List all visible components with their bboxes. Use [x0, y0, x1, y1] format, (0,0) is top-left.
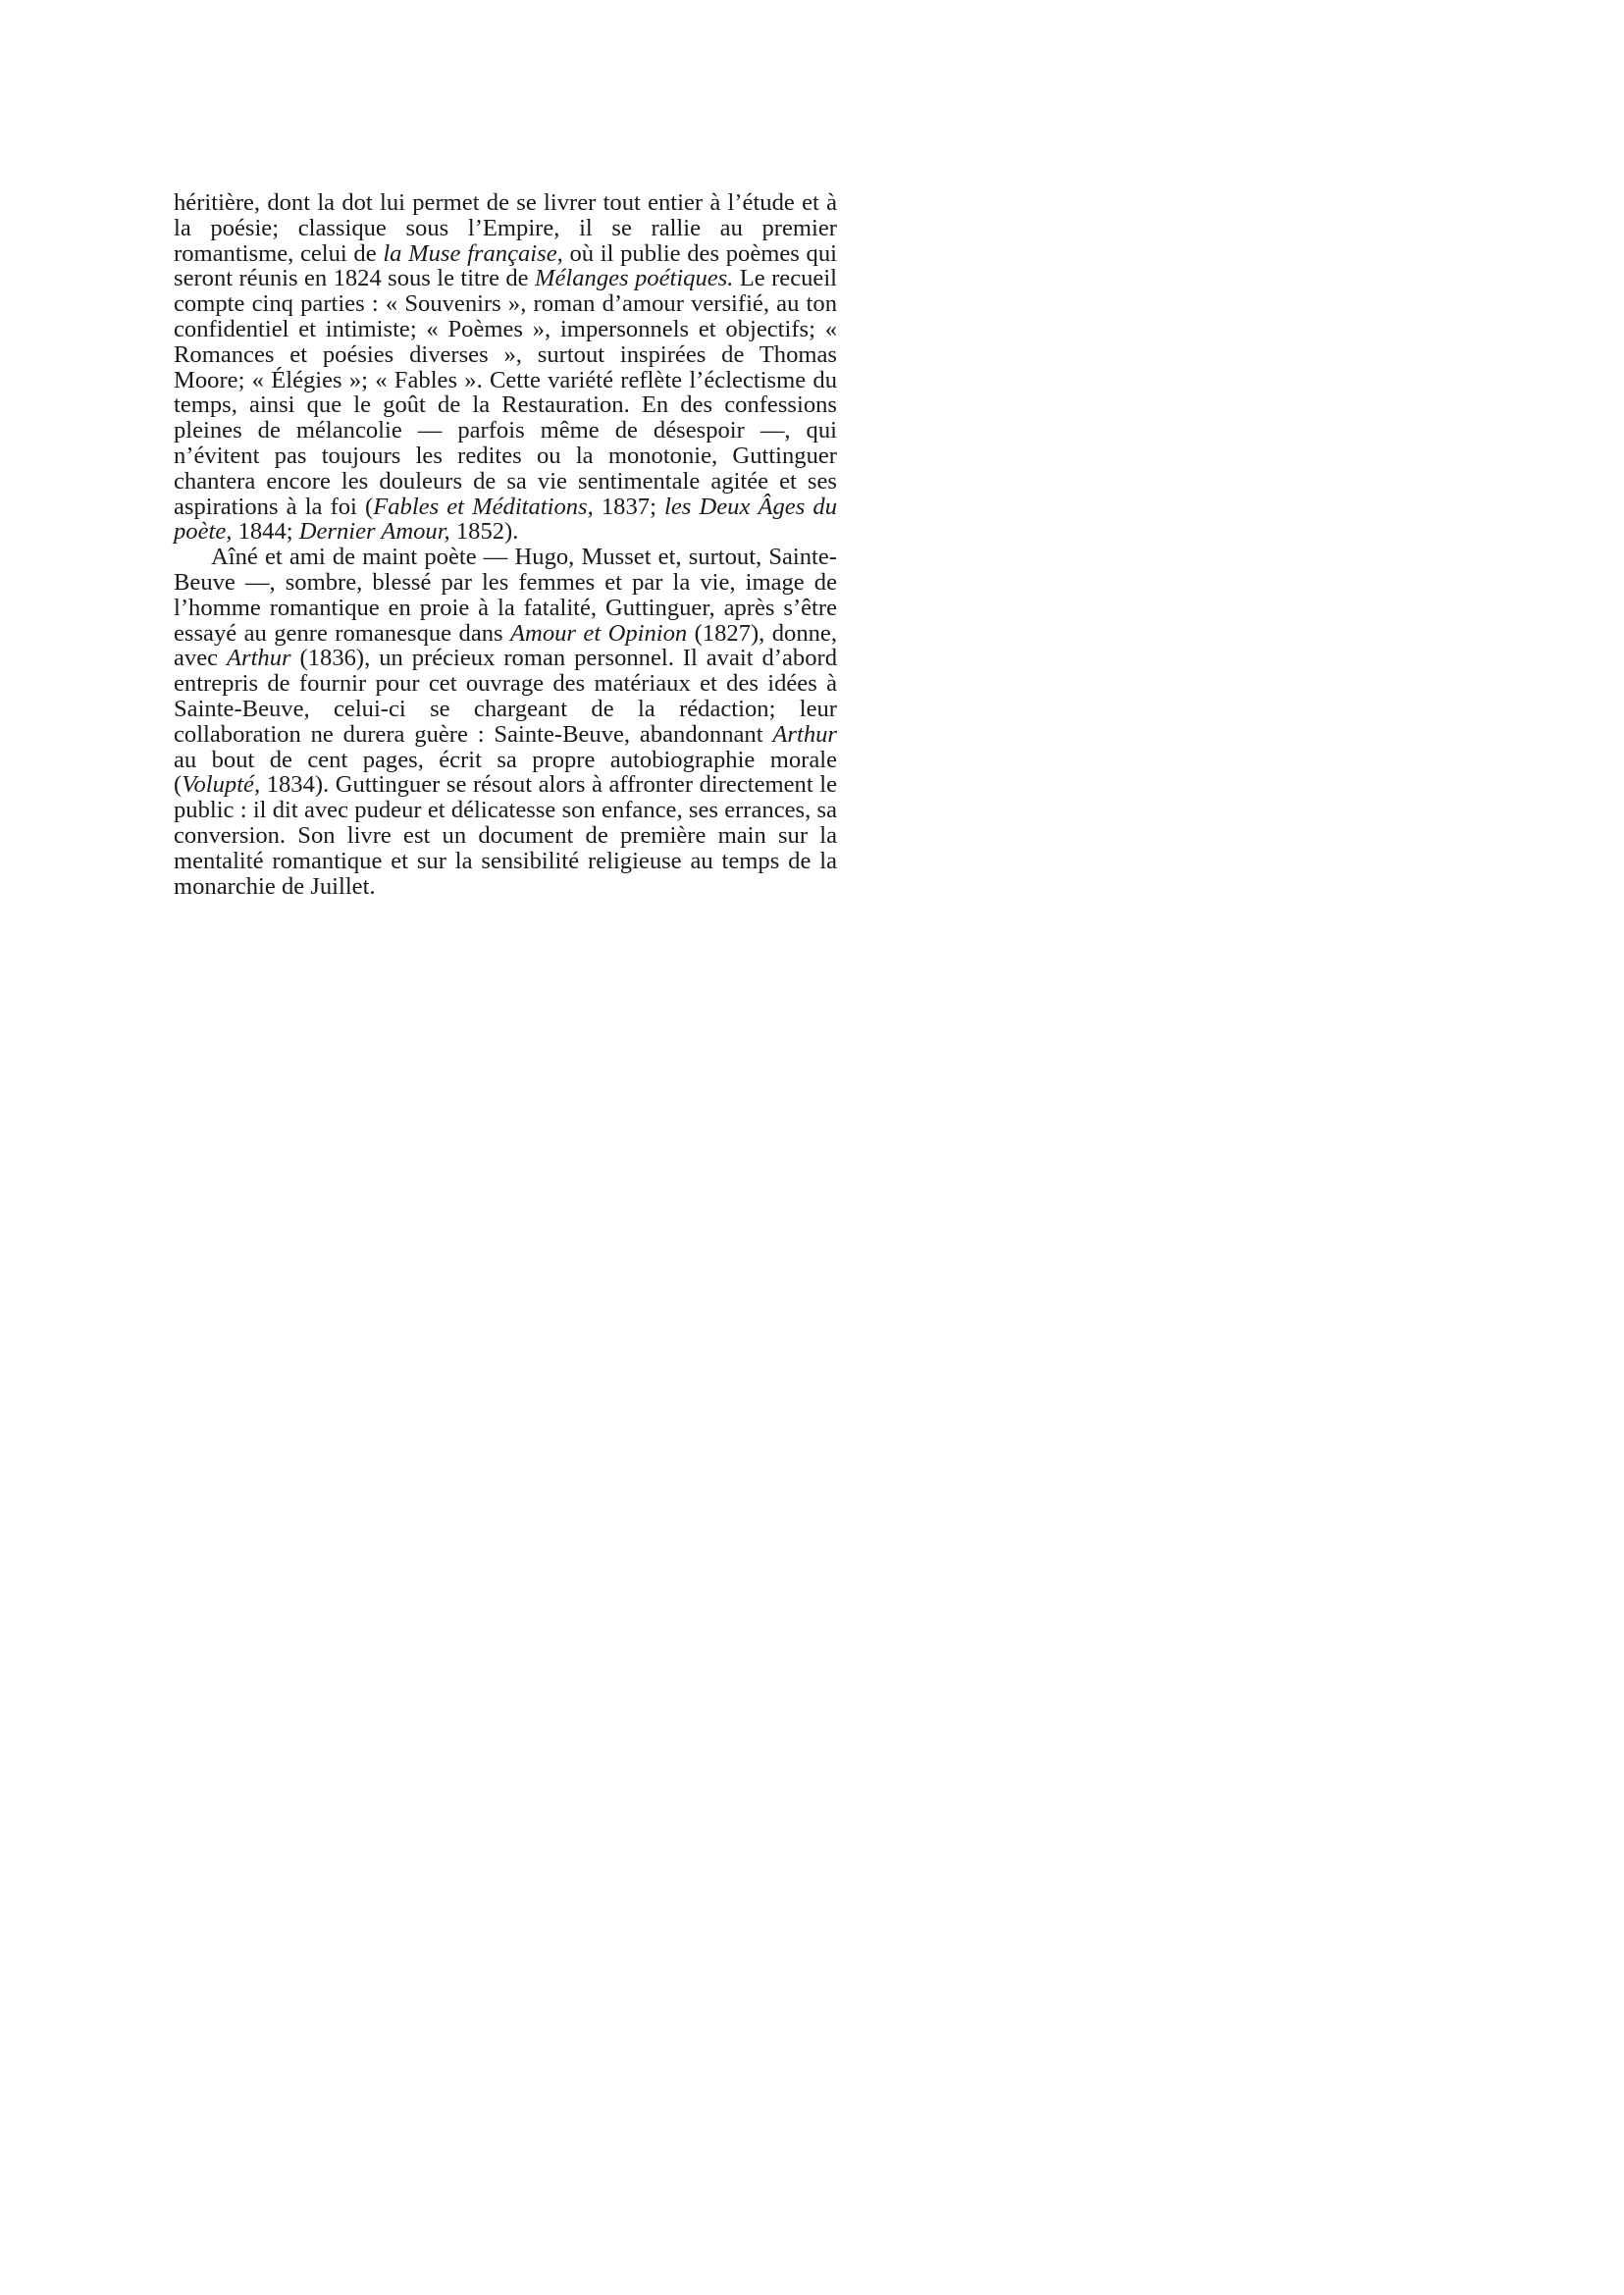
text-run: 1837;	[593, 493, 665, 520]
text-run: héritière, dont la dot lui permet de se livrer tout entier à l’étude et à la poésie; classique sous l’Empire, il se rallie au premier romantisme, celui de	[174, 189, 837, 267]
italic-title: Mélanges poétiques.	[534, 265, 734, 292]
text-run: 1844;	[232, 518, 299, 546]
text-run: au bout de cent pages, écrit sa propre autobiographie morale (	[174, 746, 837, 799]
paragraph-1	[174, 190, 837, 545]
italic-title: Fables et Méditations,	[373, 493, 594, 520]
italic-title: Dernier Amour,	[298, 518, 450, 546]
italic-title: Arthur	[227, 645, 291, 672]
italic-title: Amour et Opinion	[510, 619, 688, 647]
text-run: où il publie des poèmes qui seront réunis en 1824 sous le titre de	[174, 239, 837, 292]
text-run: 1852).	[449, 518, 519, 546]
text-run: Aîné et ami de maint poète — Hugo, Musset et, surtout, Sainte-Beuve —, sombre, blessé par les femmes et par la vie, image de l’homme romantique en proie à la fatalité, Guttinguer, après s’être essayé au genre romanesque dans	[174, 544, 837, 647]
text-run: 1834). Guttinguer se résout alors à affronter directement le public : il dit avec pudeur et délicatesse son enfance, ses errances, sa conversion. Son livre est un document de première main sur la mentalité romantique et sur la sensibilité religieuse au temps de la monarchie de Juillet.	[174, 771, 837, 900]
text-column	[174, 190, 837, 899]
text-run: (1827), donne, avec	[174, 619, 837, 672]
text-run: Le recueil compte cinq parties : « Souvenirs », roman d’amour versifié, au ton confidentiel et intimiste; « Poèmes », impersonnels et objectifs; « Romances et poésies diverses », surtout inspirées de Thomas Moore; « Élégies »; « Fables ». Cette variété reflète l’éclectisme du temps, ainsi que le goût de la Restauration. En des confessions pleines de mélancolie — parfois même de désespoir —, qui n’évitent pas toujours les redites ou la monotonie, Guttinguer chantera encore les douleurs de sa vie sentimentale agitée et ses aspirations à la foi (	[174, 265, 837, 520]
italic-title: Volupté,	[182, 771, 261, 799]
italic-title: la Muse française,	[383, 239, 563, 267]
italic-title: les Deux Âges du poète,	[174, 493, 837, 546]
italic-title: Arthur	[772, 720, 837, 748]
text-run: (1836), un précieux roman personnel. Il avait d’abord entrepris de fournir pour cet ouvrage des matériaux et des idées à Sainte-Beuve, celui-ci se chargeant de la rédaction; leur collaboration ne durera guère : Sainte-Beuve, abandonnant	[174, 645, 837, 748]
paragraph-2	[174, 545, 837, 899]
